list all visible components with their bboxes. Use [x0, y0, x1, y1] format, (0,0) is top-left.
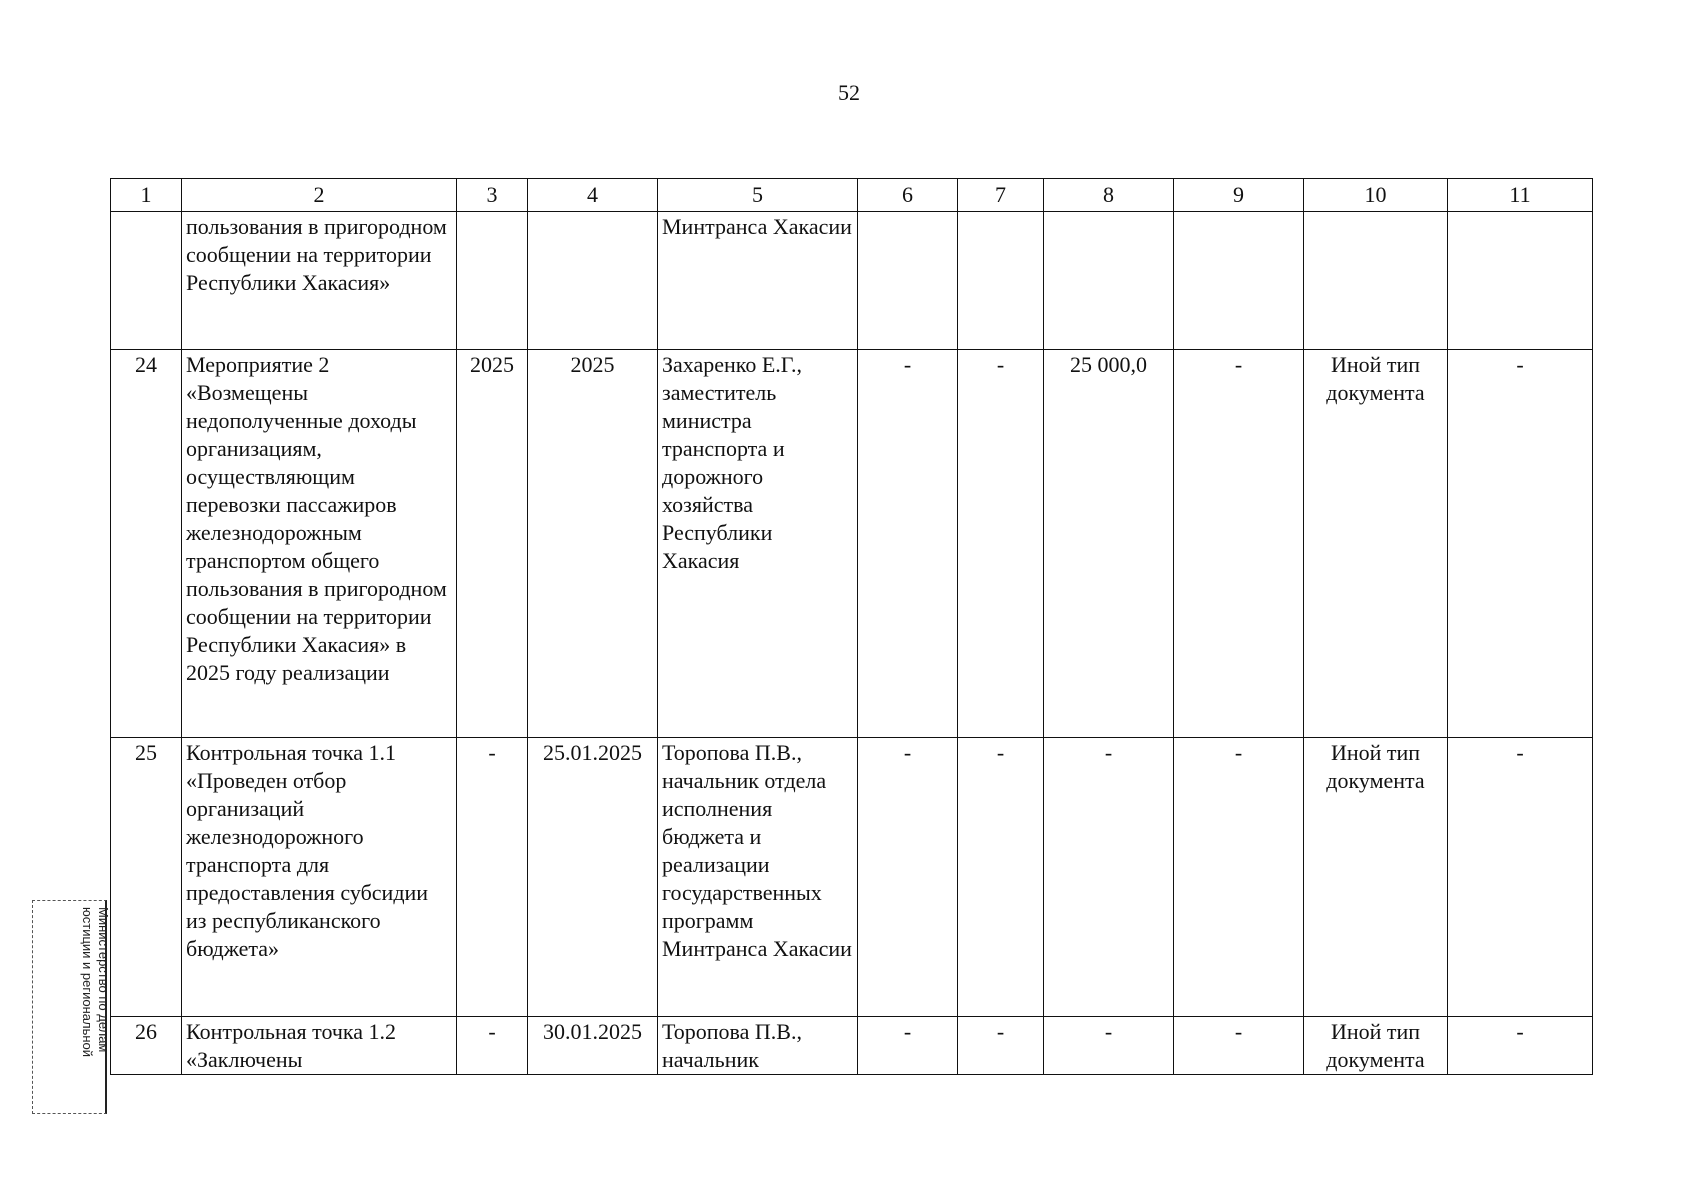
cell-8 — [1044, 212, 1174, 350]
cell-7 — [958, 212, 1044, 350]
start-date: 2025 — [457, 350, 528, 738]
row-number: 25 — [111, 738, 182, 1017]
row-number — [111, 212, 182, 350]
cell-11: - — [1448, 1017, 1593, 1075]
end-date — [528, 212, 658, 350]
cell-10: Иной тип документа — [1304, 738, 1448, 1017]
page-number: 52 — [838, 80, 860, 105]
cell-8: - — [1044, 738, 1174, 1017]
cell-10: Иной тип документа — [1304, 1017, 1448, 1075]
event-name: Мероприятие 2 «Возмещены недополученные доходы организациям, осуществляющим перевозки пассажиров железнодорожным транспортом общего пользования в пригородном сообщении на территории Республики Хакасия» в 2025 году реализации — [182, 350, 457, 738]
cell-7: - — [958, 738, 1044, 1017]
cell-6 — [858, 212, 958, 350]
column-header: 5 — [658, 179, 858, 212]
cell-10 — [1304, 212, 1448, 350]
responsible: Захаренко Е.Г., заместитель министра транспорта и дорожного хозяйства Республики Хакасия — [658, 350, 858, 738]
column-header: 3 — [457, 179, 528, 212]
table-row — [111, 1017, 1593, 1075]
start-date — [457, 212, 528, 350]
cell-8: 25 000,0 — [1044, 350, 1174, 738]
event-name: Контрольная точка 1.2 «Заключены — [182, 1017, 457, 1075]
cell-8: - — [1044, 1017, 1174, 1075]
cell-10: Иной тип документа — [1304, 350, 1448, 738]
end-date: 25.01.2025 — [528, 738, 658, 1017]
cell-6: - — [858, 1017, 958, 1075]
end-date: 30.01.2025 — [528, 1017, 658, 1075]
start-date: - — [457, 738, 528, 1017]
responsible: Торопова П.В., начальник отдела исполнения бюджета и реализации государственных программ Минтранса Хакасии — [658, 738, 858, 1017]
cell-7: - — [958, 1017, 1044, 1075]
event-name: пользования в пригородном сообщении на территории Республики Хакасия» — [182, 212, 457, 350]
row-number: 24 — [111, 350, 182, 738]
column-header: 10 — [1304, 179, 1448, 212]
column-header: 11 — [1448, 179, 1593, 212]
table-row — [111, 738, 1593, 1017]
cell-9: - — [1174, 1017, 1304, 1075]
stamp-text — [43, 901, 115, 1113]
column-header: 4 — [528, 179, 658, 212]
cell-9: - — [1174, 350, 1304, 738]
cell-6: - — [858, 350, 958, 738]
event-name: Контрольная точка 1.1 «Проведен отбор организаций железнодорожного транспорта для предоставления субсидии из республиканского бюджета» — [182, 738, 457, 1017]
cell-9 — [1174, 212, 1304, 350]
cell-9: - — [1174, 738, 1304, 1017]
plan-table — [110, 178, 1593, 1075]
responsible: Минтранса Хакасии — [658, 212, 858, 350]
column-header: 8 — [1044, 179, 1174, 212]
table-row — [111, 212, 1593, 350]
cell-7: - — [958, 350, 1044, 738]
registration-stamp — [32, 900, 111, 1114]
column-header: 9 — [1174, 179, 1304, 212]
end-date: 2025 — [528, 350, 658, 738]
responsible: Торопова П.В., начальник — [658, 1017, 858, 1075]
column-header: 1 — [111, 179, 182, 212]
column-header: 6 — [858, 179, 958, 212]
start-date: - — [457, 1017, 528, 1075]
cell-6: - — [858, 738, 958, 1017]
header-row — [111, 179, 1593, 212]
stamp-line: Министерство по делам — [96, 907, 111, 1053]
column-header: 2 — [182, 179, 457, 212]
cell-11 — [1448, 212, 1593, 350]
column-header: 7 — [958, 179, 1044, 212]
table-row — [111, 350, 1593, 738]
cell-11: - — [1448, 738, 1593, 1017]
row-number: 26 — [111, 1017, 182, 1075]
cell-11: - — [1448, 350, 1593, 738]
stamp-line: юстиции и региональной — [80, 907, 95, 1058]
